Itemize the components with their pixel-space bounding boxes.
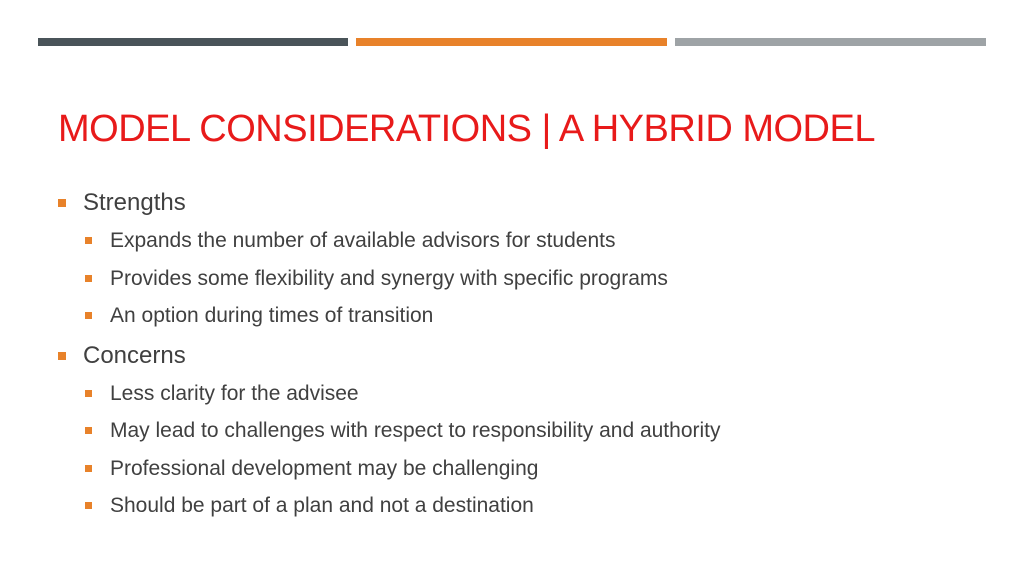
square-bullet-icon <box>85 427 92 434</box>
section-heading-label: Strengths <box>83 189 186 216</box>
header-accent-bars <box>38 38 986 46</box>
list-item-text: Less clarity for the advisee <box>110 381 359 405</box>
list-item-text: Professional development may be challenging <box>110 456 539 480</box>
list-item <box>58 450 978 488</box>
list-item-text: An option during times of transition <box>110 304 434 327</box>
section-heading-label: Concerns <box>83 341 186 369</box>
slide-content <box>58 186 978 525</box>
list-item <box>58 222 978 260</box>
list-item <box>58 260 978 298</box>
square-bullet-icon <box>85 237 92 244</box>
section-heading-strengths <box>58 186 978 220</box>
accent-bar-dark <box>38 38 348 46</box>
list-item <box>58 375 978 413</box>
list-item-text: Expands the number of available advisors for students <box>110 229 616 252</box>
slide-title: MODEL CONSIDERATIONS | A HYBRID MODEL <box>58 108 875 150</box>
square-bullet-icon <box>85 312 92 319</box>
square-bullet-icon <box>58 352 66 360</box>
accent-bar-orange <box>356 38 667 46</box>
square-bullet-icon <box>85 390 92 397</box>
list-item <box>58 487 978 525</box>
list-item-text: May lead to challenges with respect to responsibility and authority <box>110 419 721 442</box>
square-bullet-icon <box>85 465 92 472</box>
square-bullet-icon <box>58 199 66 207</box>
section-heading-concerns <box>58 339 978 373</box>
list-item-text: Should be part of a plan and not a destination <box>110 494 534 517</box>
square-bullet-icon <box>85 502 92 509</box>
list-item-text: Provides some flexibility and synergy with specific programs <box>110 266 668 290</box>
square-bullet-icon <box>85 275 92 282</box>
accent-bar-gray <box>675 38 986 46</box>
list-item <box>58 412 978 450</box>
list-item <box>58 297 978 335</box>
